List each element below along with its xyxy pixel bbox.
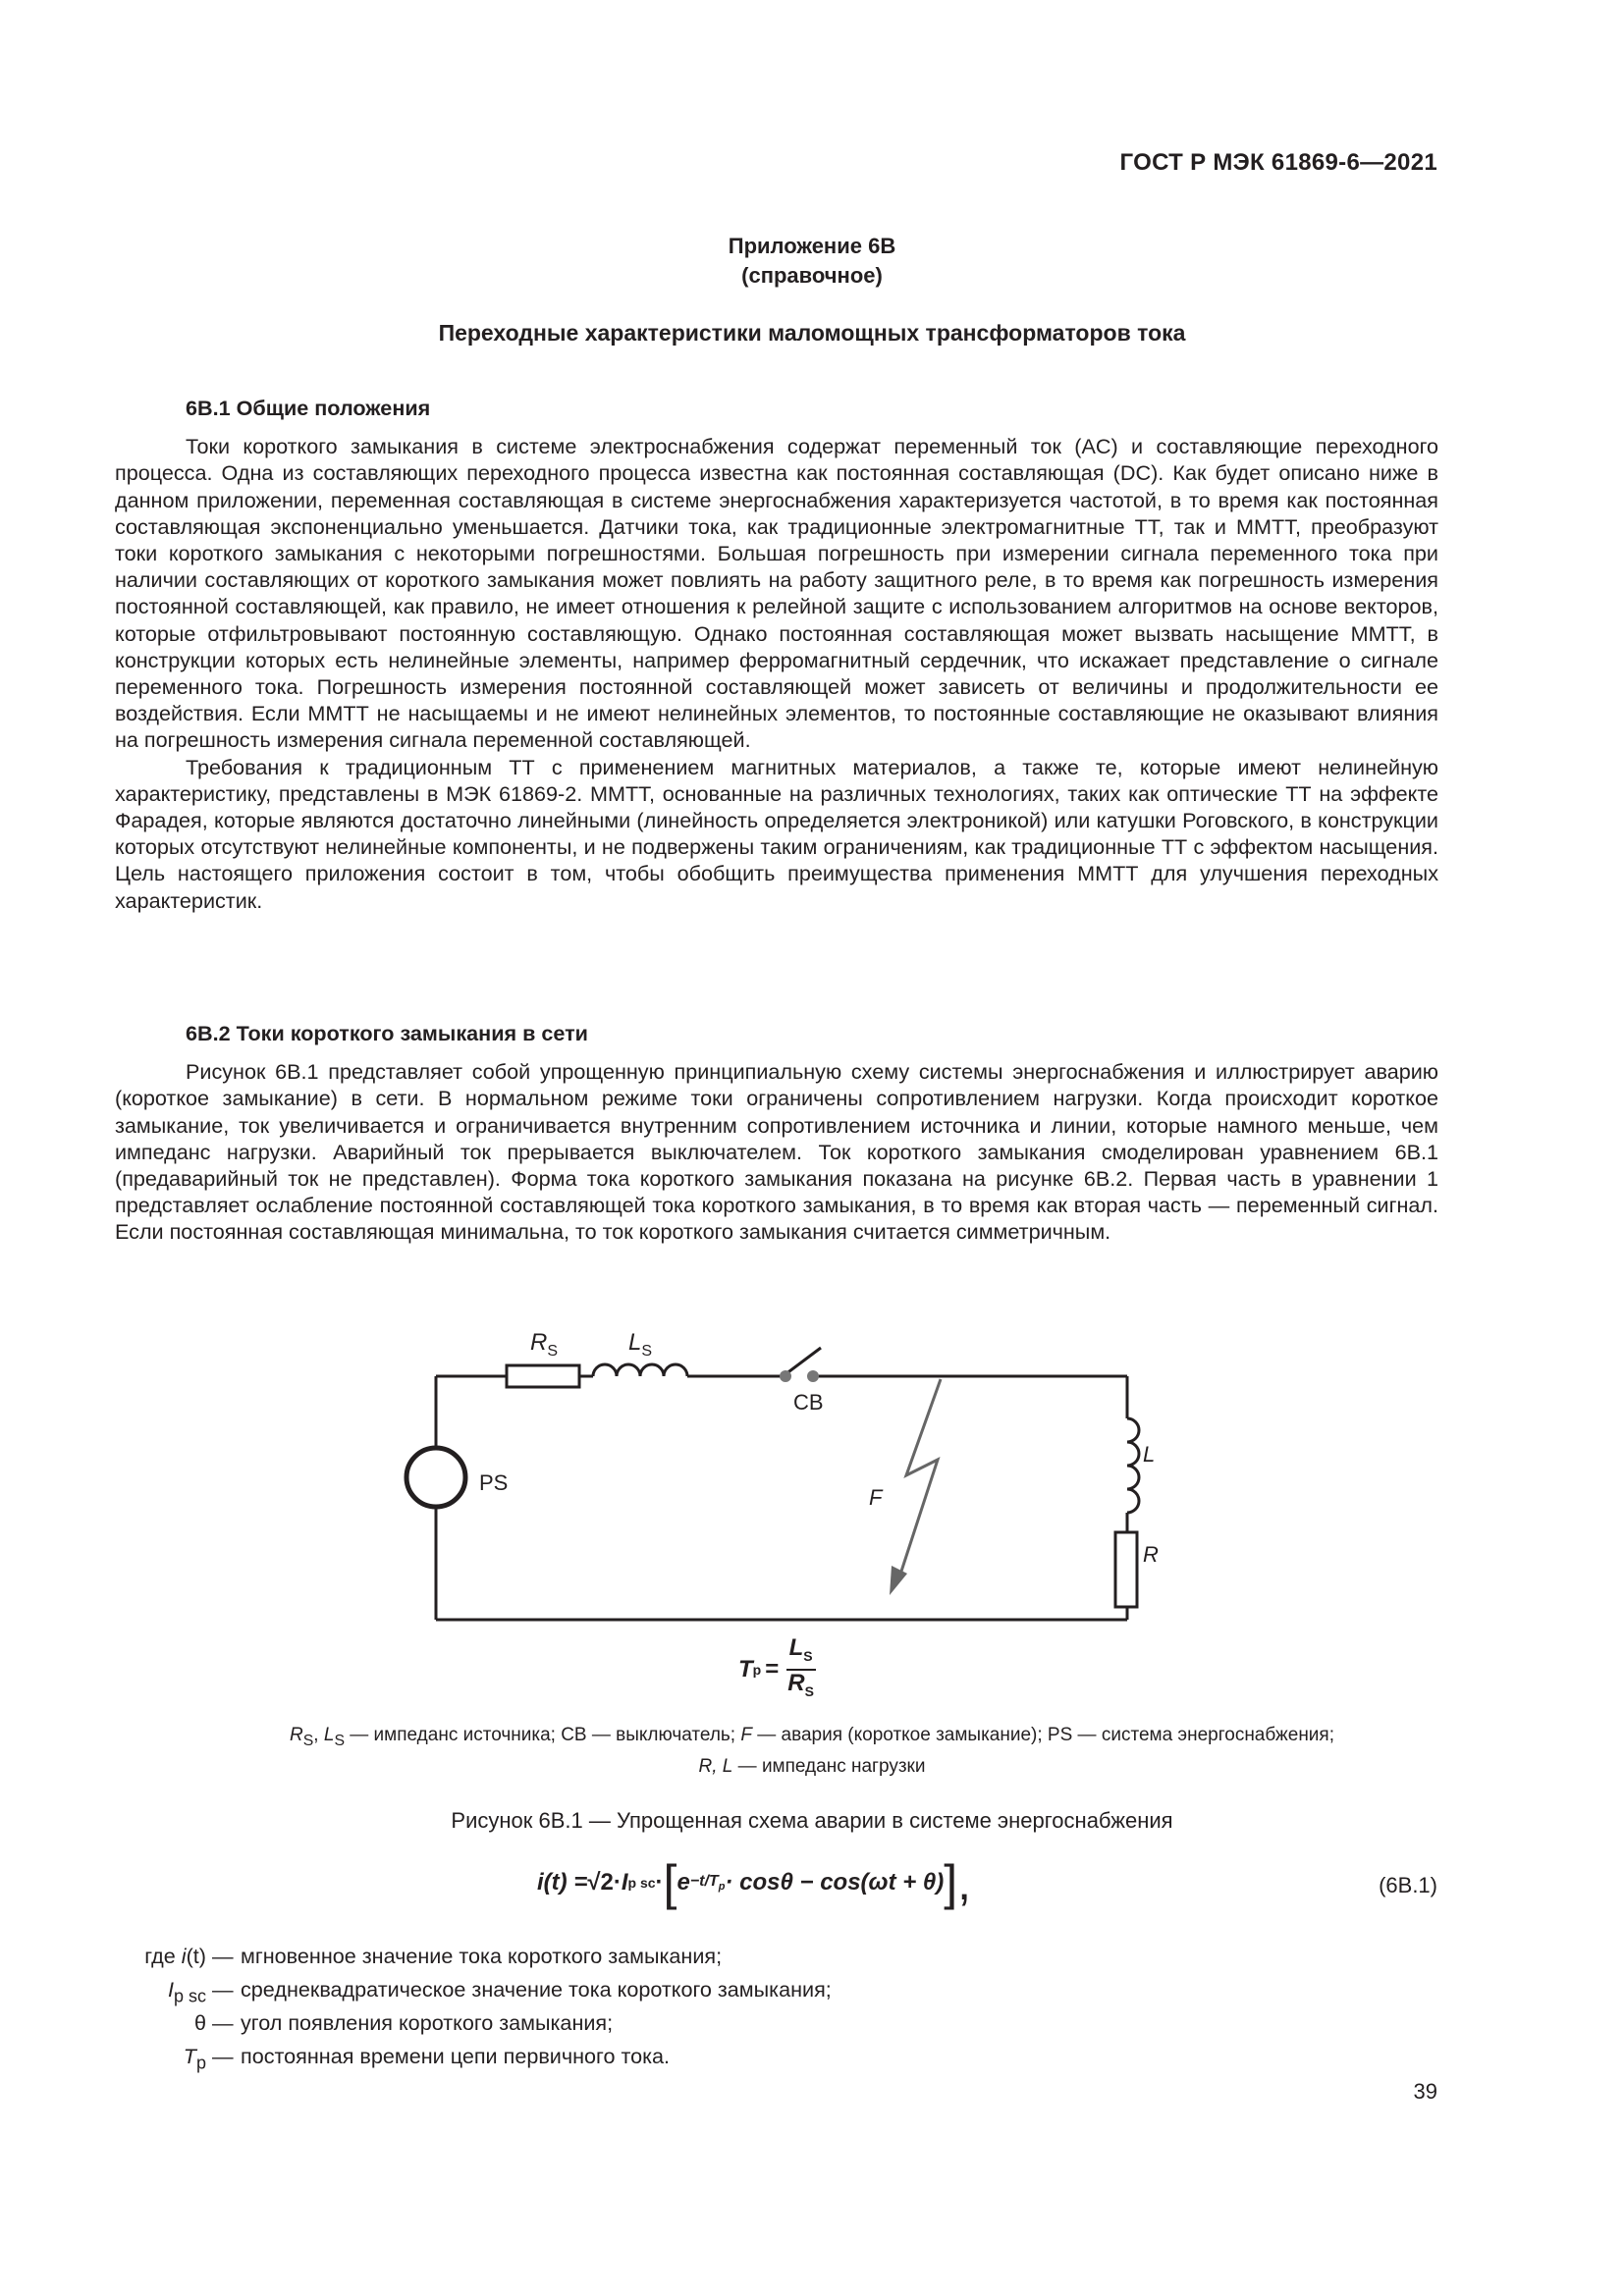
label-cb: CB (793, 1390, 824, 1415)
label-ps: PS (479, 1470, 509, 1495)
appendix-type: (справочное) (741, 263, 883, 288)
inductor-l (1127, 1418, 1139, 1513)
label-l: L (1143, 1442, 1156, 1467)
page-number: 39 (1413, 2079, 1437, 2104)
document-header: ГОСТ Р МЭК 61869-6—2021 (1119, 149, 1437, 176)
circuit-diagram (0, 1301, 1624, 1634)
time-constant-formula: T p = $\frac{L_S}{R_S}$ (738, 1635, 817, 1704)
symbol-definitions (0, 1940, 982, 2073)
legend-line-1: $R_S$, $L_S$ — импеданс источника; CB — выключатель; F — авария (короткое замыкание); PS — система энергоснабжения; (290, 1725, 1334, 1749)
paragraph: Рисунок 6В.1 представляет собой упрощенную принципиальную схему системы энергоснабжения и иллюстрирует аварию (короткое замыкание) в сети. В нормальном режиме токи ограничены сопротивлением нагрузки. Когда происходит короткое замыкание, ток увеличивается и ограничивается внутренним сопротивлением источника и линии, которые намного меньше, чем импеданс нагрузки. Аварийный ток прерывается выключателем. Ток короткого замыкания смоделирован уравнением 6В.1 (предаварийный ток не представлен). Форма тока короткого замыкания показана на рисунке 6В.2. Первая часть в уравнении 1 представляет ослабление постоянной составляющей тока короткого замыкания, в то время как вторая часть — переменный сигнал. Если постоянная составляющая минимальна, то ток короткого замыкания считается симметричным. (115, 1059, 1438, 1245)
section-general (115, 395, 1438, 914)
page-title: Переходные характеристики маломощных трансформаторов тока (438, 320, 1186, 346)
switch-cb-blade (785, 1348, 821, 1374)
switch-cb-contact-right (807, 1370, 819, 1382)
equation-number: (6В.1) (1379, 1873, 1437, 1897)
inductor-ls (593, 1364, 687, 1376)
definition-row: θ — угол появления короткого замыкания; (193, 2010, 614, 2035)
paragraph: Токи короткого замыкания в системе электроснабжения содержат переменный ток (AC) и составляющие переходного процесса. Одна из составляющих переходного процесса известна как постоянная составляющая (DC). Как будет описано ниже в данном приложении, переменная составляющая в системе энергоснабжения характеризуется частотой, в то время как постоянная составляющая экспоненциально уменьшается. Датчики тока, как традиционные электромагнитные ТТ, так и ММТТ, преобразуют токи короткого замыкания с некоторыми погрешностями. Большая погрешность при измерении сигнала переменного тока при наличии составляющих от короткого замыкания может повлиять на работу защитного реле, в то время как погрешность измерения постоянной составляющей, как правило, не имеет отношения к релейной защите с использованием алгоритмов на основе векторов, которые отфильтровывают постоянную составляющую. Однако постоянная составляющая может вызвать насыщение ММТТ, в конструкции которых есть нелинейные элементы, например ферромагнитный сердечник, что искажает представление о сигнале переменного тока. Погрешность измерения постоянной составляющей может зависеть от величины и продолжительности ее воздействия. Если ММТТ не насыщаемы и не имеют нелинейных элементов, то постоянные составляющие не оказывают влияния на погрешность измерения сигнала переменной составляющей. (115, 434, 1438, 753)
figure-caption: Рисунок 6В.1 — Упрощенная схема аварии в системе энергоснабжения (451, 1808, 1173, 1833)
label-ls: $L_S$ (628, 1329, 653, 1360)
section-heading: 6В.2 Токи короткого замыкания в сети (186, 1021, 588, 1045)
label-r: R (1143, 1542, 1159, 1567)
fraction: $\frac{L_S}{R_S}$ (787, 1634, 814, 1699)
fault-arrow-head (890, 1566, 907, 1595)
paragraph: Требования к традиционным ТТ с применением магнитных материалов, а также те, которые имеют нелинейную характеристику, представлены в МЭК 61869-2. ММТТ, основанные на различных технологиях, таких как оптические ТТ на эффекте Фарадея, которые являются достаточно линейными (линейность определяется электроникой) или катушки Роговского, в конструкции которых отсутствуют нелинейные компоненты, и не подвержены таким ограничениям, как традиционные ТТ с эффектом насыщения. Цель настоящего приложения состоит в том, чтобы обобщить преимущества применения ММТТ для улучшения переходных характеристик. (115, 754, 1438, 913)
resistor-rs (507, 1365, 579, 1387)
fault-lightning-arrow (897, 1379, 941, 1583)
switch-cb-contact-left (780, 1370, 791, 1382)
definition-row: где i(t) — мгновенное значение тока короткого замыкания; (144, 1944, 723, 1968)
definition-row: $T_p$ — постоянная времени цепи первичного тока. (183, 2044, 671, 2073)
equation-6b1: i(t) = √2 · I p sc · [ e $-t/T_p$ · cosθ − cos(ωt + θ) ], (537, 1855, 972, 1910)
appendix-name: Приложение 6В (728, 234, 896, 258)
section-heading: 6В.1 Общие положения (186, 396, 431, 420)
legend-line-2: R, L — импеданс нагрузки (698, 1755, 926, 1777)
appendix-title (0, 232, 1624, 291)
label-f: F (869, 1485, 883, 1510)
definition-row: $I_{p sc}$ — среднеквадратическое значение тока короткого замыкания; (167, 1977, 832, 2006)
label-rs: $R_S$ (530, 1329, 559, 1360)
figure-legend (0, 1723, 1624, 1780)
power-source-ps (406, 1448, 465, 1507)
resistor-r (1115, 1532, 1137, 1607)
section-short-circuit (115, 1020, 1438, 1246)
